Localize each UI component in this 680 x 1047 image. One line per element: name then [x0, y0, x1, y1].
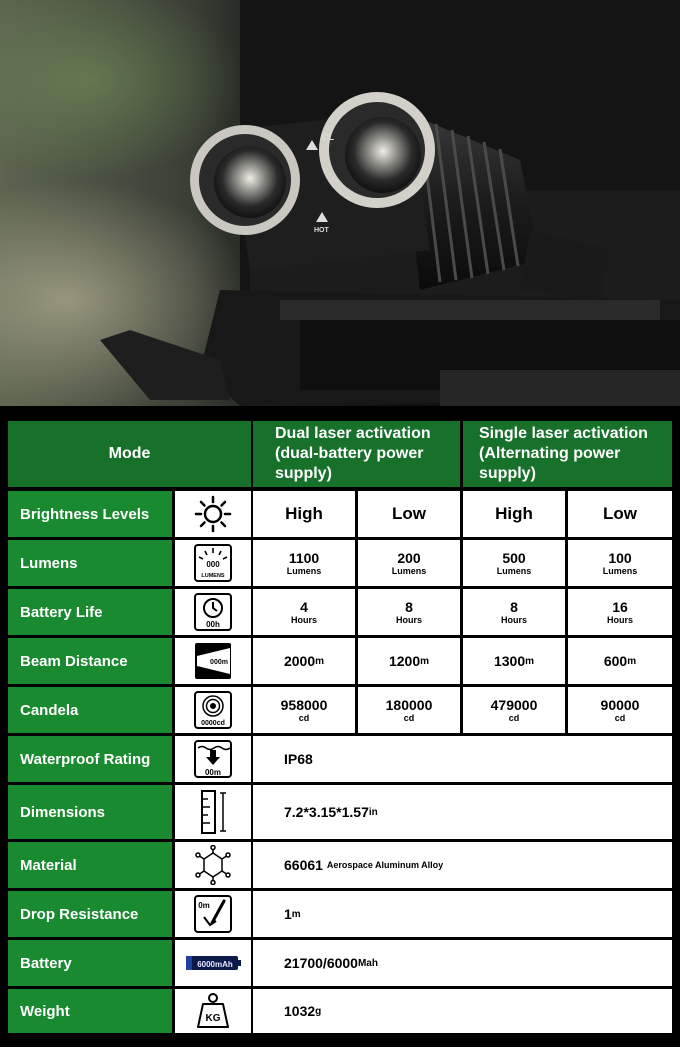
drop-resistance-value: 1 m	[253, 891, 672, 937]
waterproof-value: IP68	[253, 736, 672, 782]
candela-icon	[175, 687, 251, 733]
svg-text:000: 000	[206, 560, 220, 569]
brightness-single-low: Low	[568, 491, 672, 537]
brightness-single-high: High	[463, 491, 565, 537]
brightness-dual-low: Low	[358, 491, 460, 537]
flashlight-illustration	[0, 0, 680, 406]
material-value: 66061 Aerospace Aluminum Alloy	[253, 842, 672, 888]
dimensions-value: 7.2*3.15*1.57 in	[253, 785, 672, 839]
battery-life-label: Battery Life	[8, 589, 172, 635]
svg-text:0m: 0m	[198, 901, 210, 910]
single-laser-header: Single laser activation (Alternating power supply)	[463, 421, 672, 487]
svg-text:6000mAh: 6000mAh	[197, 960, 233, 969]
battery-label: Battery	[8, 940, 172, 986]
lumens-dual-low: 200 Lumens	[358, 540, 460, 586]
beam-single-low: 600 m	[568, 638, 672, 684]
weight-value: 1032 g	[253, 989, 672, 1033]
lumens-single-high: 500 Lumens	[463, 540, 565, 586]
candela-label: Candela	[8, 687, 172, 733]
drop-icon	[175, 891, 251, 937]
material-label: Material	[8, 842, 172, 888]
battery-value: 21700/6000 Mah	[253, 940, 672, 986]
ruler-icon	[175, 785, 251, 839]
candela-single-low: 90000 cd	[568, 687, 672, 733]
svg-text:00h: 00h	[206, 620, 220, 629]
cl-mark: CL	[322, 132, 334, 142]
battery-life-dual-low: 8 Hours	[358, 589, 460, 635]
svg-text:LUMENS: LUMENS	[201, 573, 225, 579]
molecule-icon	[175, 842, 251, 888]
candela-single-high: 479000 cd	[463, 687, 565, 733]
drop-resistance-label: Drop Resistance	[8, 891, 172, 937]
svg-text:KG: KG	[205, 1013, 221, 1024]
battery-icon	[175, 940, 251, 986]
battery-life-single-high: 8 Hours	[463, 589, 565, 635]
beam-dual-low: 1200 m	[358, 638, 460, 684]
weight-label: Weight	[8, 989, 172, 1033]
brightness-dual-high: High	[253, 491, 355, 537]
sun-icon	[175, 491, 251, 537]
lumens-dual-high: 1100 Lumens	[253, 540, 355, 586]
dual-laser-header: Dual laser activation (dual-battery power supply)	[253, 421, 460, 487]
svg-text:000m: 000m	[210, 659, 228, 666]
mode-header: Mode	[8, 421, 251, 487]
candela-dual-high: 958000 cd	[253, 687, 355, 733]
clock-icon	[175, 589, 251, 635]
lumens-single-low: 100 Lumens	[568, 540, 672, 586]
brightness-label: Brightness Levels	[8, 491, 172, 537]
candela-dual-low: 180000 cd	[358, 687, 460, 733]
svg-text:0000cd: 0000cd	[201, 720, 225, 727]
weight-icon	[175, 989, 251, 1033]
beam-distance-label: Beam Distance	[8, 638, 172, 684]
product-photo	[0, 0, 680, 406]
beam-dual-high: 2000 m	[253, 638, 355, 684]
beam-icon	[175, 638, 251, 684]
battery-life-dual-high: 4 Hours	[253, 589, 355, 635]
beam-single-high: 1300 m	[463, 638, 565, 684]
waterproof-icon	[175, 736, 251, 782]
lumens-icon	[175, 540, 251, 586]
battery-life-single-low: 16 Hours	[568, 589, 672, 635]
waterproof-label: Waterproof Rating	[8, 736, 172, 782]
hot-mark: HOT	[314, 227, 329, 234]
spec-table	[8, 421, 672, 1033]
lumens-label: Lumens	[8, 540, 172, 586]
dimensions-label: Dimensions	[8, 785, 172, 839]
svg-text:00m: 00m	[204, 768, 222, 777]
